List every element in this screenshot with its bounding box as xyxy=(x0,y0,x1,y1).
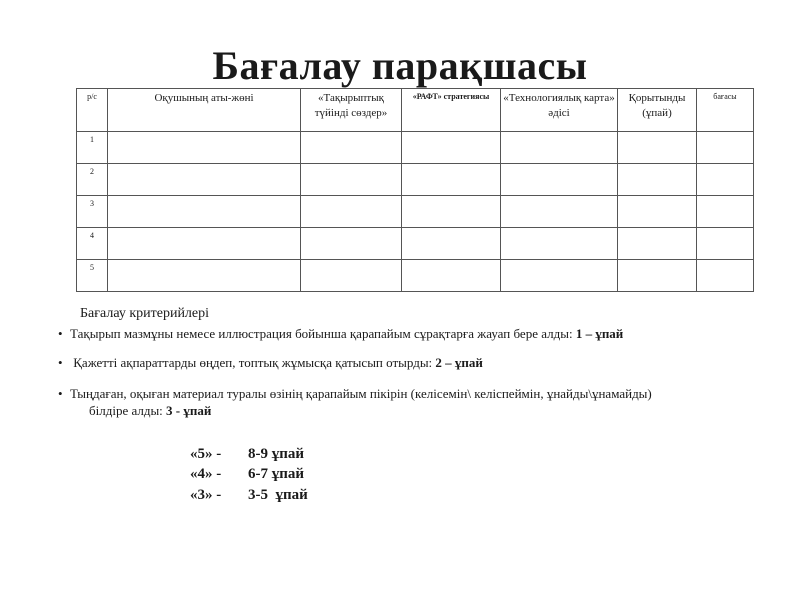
table-row xyxy=(77,164,754,196)
header-total: Қорытынды (ұпай) xyxy=(618,89,697,132)
grade-line xyxy=(190,485,308,505)
row-number: 4 xyxy=(77,228,108,260)
criterion-text-continued: білдіре алды: xyxy=(89,403,167,418)
cell xyxy=(402,132,501,164)
header-tech-map: «Технологиялық карта» әдісі xyxy=(501,89,618,132)
cell xyxy=(301,196,402,228)
header-raft: «РАФТ» стратегиясы xyxy=(402,89,501,132)
criterion-score: 2 – ұпай xyxy=(435,355,483,370)
grade-range: 6-7 ұпай xyxy=(248,466,305,482)
criterion-text: Тыңдаған, оқыған материал туралы өзінің қарапайым пікірін (келісемін\ келіспеймін, ұнайды\ұнамайды) xyxy=(70,386,652,401)
criterion-text: Қажетті ақпараттарды өңдеп, топтық жұмысқа қатысып отырды: xyxy=(73,355,436,370)
cell xyxy=(618,132,697,164)
header-number: р/с xyxy=(77,89,108,132)
cell xyxy=(697,132,754,164)
row-number: 5 xyxy=(77,260,108,292)
header-grade: бағасы xyxy=(697,89,754,132)
criterion-text: Тақырып мазмұны немесе иллюстрация бойынша қарапайым сұрақтарға жауап бере алды: xyxy=(70,326,576,341)
table-row xyxy=(77,228,754,260)
row-number: 2 xyxy=(77,164,108,196)
bullet: • xyxy=(58,386,63,401)
criterion-score: 1 – ұпай xyxy=(575,326,624,341)
cell xyxy=(108,196,301,228)
bullet: • xyxy=(58,355,63,370)
grade-range: 8-9 ұпай xyxy=(248,446,305,462)
header-student-name: Оқушының аты-жөні xyxy=(108,89,301,132)
table-header-row xyxy=(77,89,754,132)
criterion-score: 3 - ұпай xyxy=(166,403,212,418)
cell xyxy=(501,228,618,260)
criterion-item xyxy=(58,354,788,371)
row-number: 1 xyxy=(77,132,108,164)
cell xyxy=(402,196,501,228)
cell xyxy=(697,164,754,196)
cell xyxy=(108,132,301,164)
grade-mark: «3» - xyxy=(190,487,222,503)
row-number: 3 xyxy=(77,196,108,228)
cell xyxy=(301,132,402,164)
table-row xyxy=(77,260,754,292)
criterion-item xyxy=(58,385,788,419)
cell xyxy=(402,260,501,292)
cell xyxy=(301,164,402,196)
cell xyxy=(618,260,697,292)
cell xyxy=(618,228,697,260)
criteria-title: Бағалау критерийлері xyxy=(80,306,210,321)
cell xyxy=(108,228,301,260)
cell xyxy=(501,260,618,292)
grade-range: 3-5 ұпай xyxy=(248,487,308,503)
cell xyxy=(108,164,301,196)
cell xyxy=(697,228,754,260)
assessment-table xyxy=(76,88,754,292)
criterion-item xyxy=(58,325,788,342)
cell xyxy=(501,132,618,164)
page-title: Бағалау парақшасы xyxy=(212,43,588,88)
cell xyxy=(501,196,618,228)
grade-mark: «4» - xyxy=(190,466,222,482)
grade-mark: «5» - xyxy=(190,446,222,462)
bullet: • xyxy=(58,326,63,341)
table-row xyxy=(77,132,754,164)
cell xyxy=(402,228,501,260)
cell xyxy=(618,164,697,196)
cell xyxy=(697,196,754,228)
cell xyxy=(697,260,754,292)
grade-line xyxy=(190,464,304,484)
cell xyxy=(301,260,402,292)
grade-line xyxy=(190,444,304,464)
header-keywords: «Тақырыптық түйінді сөздер» xyxy=(301,89,402,132)
cell xyxy=(618,196,697,228)
cell xyxy=(501,164,618,196)
cell xyxy=(402,164,501,196)
table-row xyxy=(77,196,754,228)
cell xyxy=(108,260,301,292)
cell xyxy=(301,228,402,260)
